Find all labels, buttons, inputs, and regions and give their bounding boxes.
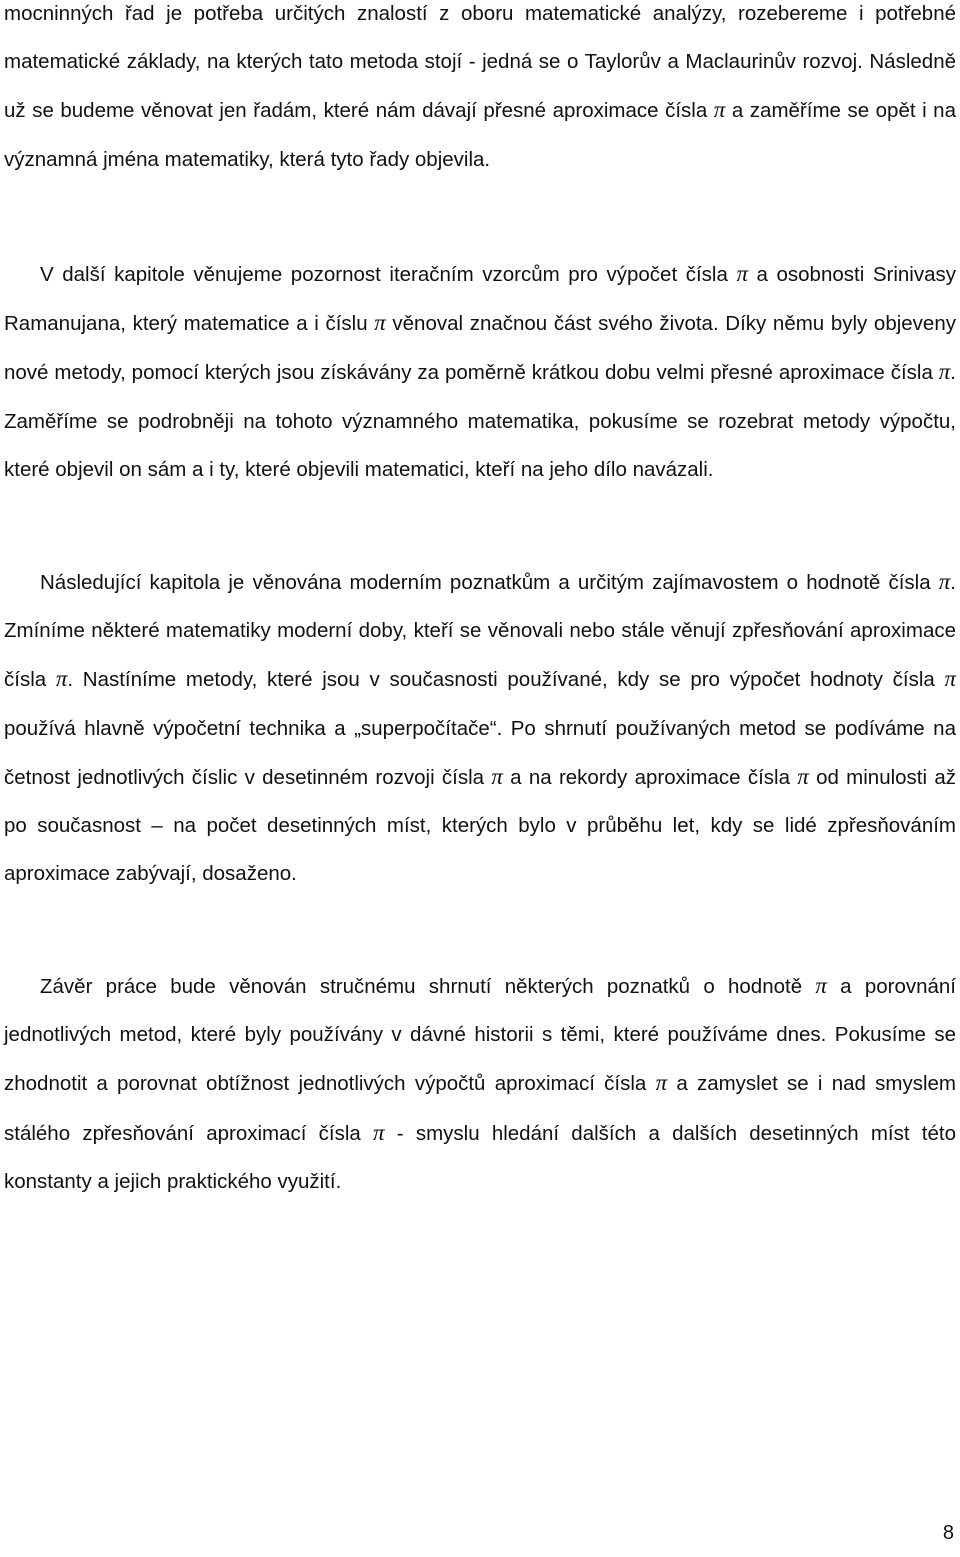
text-segment: od minulosti až po současnost – na počet desetinných míst, kterých bylo v průběhu let, kdy se lidé zpřesňováním aproximace zabývají, dosaženo. [4, 765, 956, 886]
pi-symbol: π [55, 666, 68, 692]
pi-symbol: π [374, 310, 386, 336]
paragraph-conclusion [4, 962, 956, 1206]
text-segment: a zamyslet se i nad smyslem stálého zpřesňování aproximací čísla [4, 1072, 956, 1145]
text-segment: věnoval značnou část svého života. Díky němu byly objeveny nové metody, pomocí kterých jsou získávány za poměrně krátkou dobu velmi přesné aproximace čísla [4, 312, 956, 385]
pi-symbol: π [938, 359, 951, 385]
text-segment: a osobnosti Srinivasy Ramanujana, který matematice a i číslu [4, 263, 956, 336]
paragraph-modern [4, 558, 956, 898]
text-segment: . Zmíníme některé matematiky moderní doby, kteří se věnovali nebo stále věnují zpřesňování aproximace čísla [4, 571, 956, 692]
text-segment: . Nastíníme metody, které jsou v současnosti používané, kdy se pro výpočet hodnoty čísla [67, 668, 945, 692]
paragraph-ramanujan [4, 250, 956, 494]
text-segment: V další kapitole věnujeme pozornost iteračním vzorcům pro výpočet čísla [40, 263, 737, 286]
text-segment: mocninných řad je potřeba určitých znalostí z oboru matematické analýzy, rozebereme i potřebné matematické základy, na kterých tato metoda stojí - jedná se o Taylorův a Maclaurinův rozvoj. Následně už se budeme věnovat jen řadám, které nám dávají přesné aproximace čísla [4, 2, 956, 123]
pi-symbol: π [655, 1070, 668, 1096]
text-segment: - smyslu hledání dalších a dalších desetinných míst této konstanty a jejich praktického využití. [4, 1121, 956, 1193]
text-segment: používá hlavně výpočetní technika a „superpočítače“. Po shrnutí používaných metod se podíváme na četnost jednotlivých číslic v desetinném rozvoji čísla [4, 716, 956, 789]
pi-symbol: π [736, 261, 748, 286]
pi-symbol: π [797, 763, 809, 789]
pi-symbol: π [713, 97, 726, 123]
page-number: 8 [942, 1522, 954, 1544]
pi-symbol: π [373, 1119, 385, 1145]
text-segment: Závěr práce bude věnován stručnému shrnutí některých poznatků o hodnotě [40, 975, 816, 998]
text-segment: . Zaměříme se podrobněji na tohoto významného matematika, pokusíme se rozebrat metody výpočtu, které objevil on sám a i ty, které objevili matematici, kteří na jeho dílo navázali. [4, 361, 956, 481]
text-segment: a porovnání jednotlivých metod, které byly používány v dávné historii s těmi, které používáme dnes. Pokusíme se zhodnotit a porovnat obtížnost jednotlivých výpočtů aproximací čísla [4, 975, 956, 1096]
pi-symbol: π [815, 973, 827, 998]
pi-symbol: π [491, 763, 503, 789]
pi-symbol: π [938, 569, 951, 594]
paragraph-intro-series [4, 0, 956, 184]
text-segment: a zaměříme se opět i na významná jména matematiky, která tyto řady objevila. [4, 99, 956, 171]
text-segment: Následující kapitola je věnována moderním poznatkům a určitým zajímavostem o hodnotě čísla [40, 571, 939, 594]
text-segment: a na rekordy aproximace čísla [502, 765, 798, 789]
pi-symbol: π [944, 666, 956, 692]
